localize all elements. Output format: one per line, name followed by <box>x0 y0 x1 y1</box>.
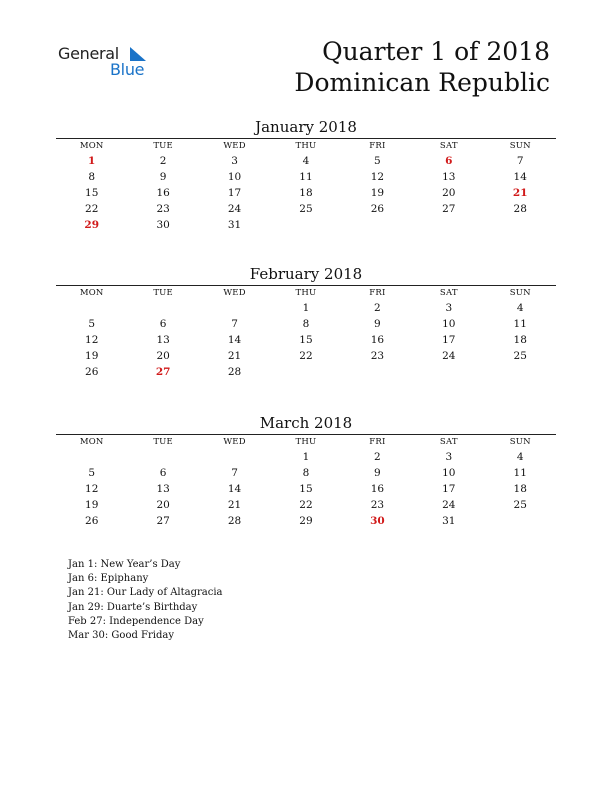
day-cell: 5 <box>88 318 96 330</box>
weekday-label: SAT <box>439 288 458 298</box>
day-cell: 27 <box>442 203 456 215</box>
day-cell: 19 <box>370 187 385 199</box>
day-cell: 25 <box>299 203 313 215</box>
weekday-label: MON <box>79 141 104 151</box>
day-cell: 16 <box>370 334 385 346</box>
day-cell <box>485 217 556 233</box>
day-cell: 11 <box>513 467 527 479</box>
day-cell: 17 <box>442 483 456 495</box>
month-calendar <box>56 118 556 233</box>
day-cell: 10 <box>227 171 242 183</box>
month-title: February 2018 <box>249 265 363 283</box>
weekday-label: TUE <box>153 437 173 447</box>
holiday-item: Jan 6: Epiphany <box>68 573 149 585</box>
weekday-label: MON <box>79 288 104 298</box>
day-cell: 7 <box>231 318 238 330</box>
day-cell <box>199 300 270 316</box>
day-cell: 12 <box>85 334 99 346</box>
day-cell: 11 <box>299 171 313 183</box>
day-cell: 28 <box>513 203 527 215</box>
logo <box>58 44 158 84</box>
holiday-list <box>68 558 223 643</box>
weekday-header <box>56 435 556 449</box>
holiday-day-cell: 29 <box>84 219 100 231</box>
weekday-label: FRI <box>369 141 386 151</box>
day-cell: 23 <box>370 350 385 362</box>
day-cell: 10 <box>442 318 456 330</box>
page-title <box>294 36 550 98</box>
day-cell: 11 <box>513 318 527 330</box>
day-cell: 20 <box>442 187 456 199</box>
day-cell: 21 <box>227 350 242 362</box>
day-cell: 4 <box>516 451 524 463</box>
day-cell: 9 <box>159 171 167 183</box>
weekday-label: FRI <box>369 437 386 447</box>
day-cell: 12 <box>370 171 385 183</box>
day-cell: 3 <box>445 302 453 314</box>
logo-text-blue: Blue <box>110 60 145 79</box>
logo-triangle-icon <box>124 47 146 61</box>
week-row <box>56 185 556 201</box>
week-row <box>56 217 556 233</box>
weekday-header <box>56 139 556 153</box>
day-cell: 23 <box>156 203 170 215</box>
day-cell <box>342 217 413 233</box>
day-cell: 16 <box>156 187 170 199</box>
holiday-day-cell: 30 <box>370 515 385 527</box>
holiday-item: Feb 27: Independence Day <box>68 615 204 627</box>
day-cell: 13 <box>156 334 170 346</box>
day-cell <box>342 364 413 380</box>
holiday-day-cell: 27 <box>155 366 171 378</box>
day-cell: 28 <box>227 515 242 527</box>
weekday-label: THU <box>295 141 317 151</box>
day-cell: 29 <box>299 515 313 527</box>
day-cell <box>56 449 127 465</box>
day-cell: 13 <box>442 171 456 183</box>
day-cell: 2 <box>374 451 381 463</box>
day-cell: 30 <box>156 219 170 231</box>
day-cell: 19 <box>85 350 99 362</box>
weekday-label: SUN <box>509 141 531 151</box>
day-cell: 8 <box>88 171 96 183</box>
week-row <box>56 332 556 348</box>
holiday-item: Jan 1: New Year’s Day <box>68 559 181 570</box>
day-cell <box>270 217 341 233</box>
month-title: March 2018 <box>259 414 353 432</box>
holiday-day-cell: 21 <box>512 187 528 199</box>
day-cell: 5 <box>374 155 381 167</box>
holiday-day-cell: 6 <box>445 155 453 167</box>
day-cell: 25 <box>513 350 527 362</box>
day-cell: 24 <box>227 203 242 215</box>
day-cell <box>56 300 127 316</box>
weekday-label: SUN <box>509 288 531 298</box>
day-cell: 13 <box>156 483 170 495</box>
weekday-label: THU <box>295 288 317 298</box>
day-cell: 22 <box>85 203 99 215</box>
day-cell: 18 <box>299 187 313 199</box>
day-cell: 9 <box>374 318 381 330</box>
day-cell: 22 <box>299 499 313 511</box>
day-cell: 26 <box>370 203 385 215</box>
day-cell <box>413 364 484 380</box>
week-row <box>56 316 556 332</box>
day-cell: 20 <box>156 499 170 511</box>
day-cell: 28 <box>227 366 242 378</box>
day-cell: 25 <box>513 499 527 511</box>
day-cell: 10 <box>442 467 456 479</box>
weekday-label: MON <box>79 437 104 447</box>
weekday-label: WED <box>223 288 246 298</box>
day-cell: 6 <box>159 318 167 330</box>
day-cell: 6 <box>159 467 167 479</box>
day-cell <box>485 513 556 529</box>
day-cell: 14 <box>227 334 242 346</box>
weekday-label: FRI <box>369 288 386 298</box>
day-cell: 3 <box>445 451 453 463</box>
day-cell: 7 <box>516 155 524 167</box>
week-row <box>56 497 556 513</box>
day-cell: 2 <box>374 302 381 314</box>
day-cell: 7 <box>231 467 238 479</box>
day-cell: 26 <box>85 366 99 378</box>
day-cell <box>270 364 341 380</box>
holiday-day-cell: 1 <box>88 155 96 167</box>
day-cell: 18 <box>513 483 527 495</box>
day-cell: 4 <box>516 302 524 314</box>
weekday-label: SAT <box>439 141 458 151</box>
day-cell: 23 <box>370 499 385 511</box>
week-row <box>56 300 556 316</box>
weekday-header <box>56 286 556 300</box>
month-calendar <box>56 265 556 380</box>
month-title: January 2018 <box>255 118 357 136</box>
title-country: Dominican Republic <box>294 68 550 97</box>
day-cell: 27 <box>156 515 170 527</box>
week-row <box>56 364 556 380</box>
day-cell: 18 <box>513 334 527 346</box>
day-cell: 1 <box>302 302 310 314</box>
holiday-item: Jan 21: Our Lady of Altagracia <box>68 587 223 599</box>
day-cell: 31 <box>227 219 242 231</box>
logo-text-general: General <box>58 44 119 63</box>
day-cell: 8 <box>302 467 310 479</box>
day-cell <box>199 449 270 465</box>
title-quarter: Quarter 1 of 2018 <box>322 37 550 66</box>
day-cell: 16 <box>370 483 385 495</box>
day-cell: 20 <box>156 350 170 362</box>
holiday-item: Jan 29: Duarte’s Birthday <box>68 601 198 613</box>
weekday-label: SUN <box>509 437 531 447</box>
week-row <box>56 169 556 185</box>
day-cell: 15 <box>299 334 313 346</box>
week-row <box>56 201 556 217</box>
month-calendar <box>56 414 556 529</box>
day-cell: 17 <box>227 187 242 199</box>
day-cell: 15 <box>85 187 99 199</box>
day-cell: 14 <box>227 483 242 495</box>
weekday-label: THU <box>295 437 317 447</box>
day-cell: 2 <box>159 155 167 167</box>
day-cell: 14 <box>513 171 527 183</box>
day-cell: 19 <box>85 499 99 511</box>
day-cell: 12 <box>85 483 99 495</box>
week-row <box>56 449 556 465</box>
day-cell: 17 <box>442 334 456 346</box>
week-row <box>56 348 556 364</box>
day-cell: 22 <box>299 350 313 362</box>
day-cell: 31 <box>442 515 456 527</box>
week-row <box>56 481 556 497</box>
holiday-item: Mar 30: Good Friday <box>68 630 174 642</box>
day-cell: 8 <box>302 318 310 330</box>
weekday-label: SAT <box>439 437 458 447</box>
weekday-label: TUE <box>153 141 173 151</box>
day-cell: 9 <box>374 467 381 479</box>
day-cell <box>413 217 484 233</box>
week-row <box>56 153 556 169</box>
weekday-label: TUE <box>153 288 173 298</box>
day-cell: 3 <box>231 155 238 167</box>
day-cell: 26 <box>85 515 99 527</box>
day-cell: 15 <box>299 483 313 495</box>
day-cell <box>127 449 198 465</box>
day-cell <box>485 364 556 380</box>
day-cell: 24 <box>442 350 456 362</box>
weekday-label: WED <box>223 141 246 151</box>
day-cell: 24 <box>442 499 456 511</box>
day-cell: 21 <box>227 499 242 511</box>
week-row <box>56 513 556 529</box>
week-row <box>56 465 556 481</box>
day-cell <box>127 300 198 316</box>
day-cell: 5 <box>88 467 96 479</box>
day-cell: 1 <box>302 451 310 463</box>
day-cell: 4 <box>302 155 310 167</box>
weekday-label: WED <box>223 437 246 447</box>
